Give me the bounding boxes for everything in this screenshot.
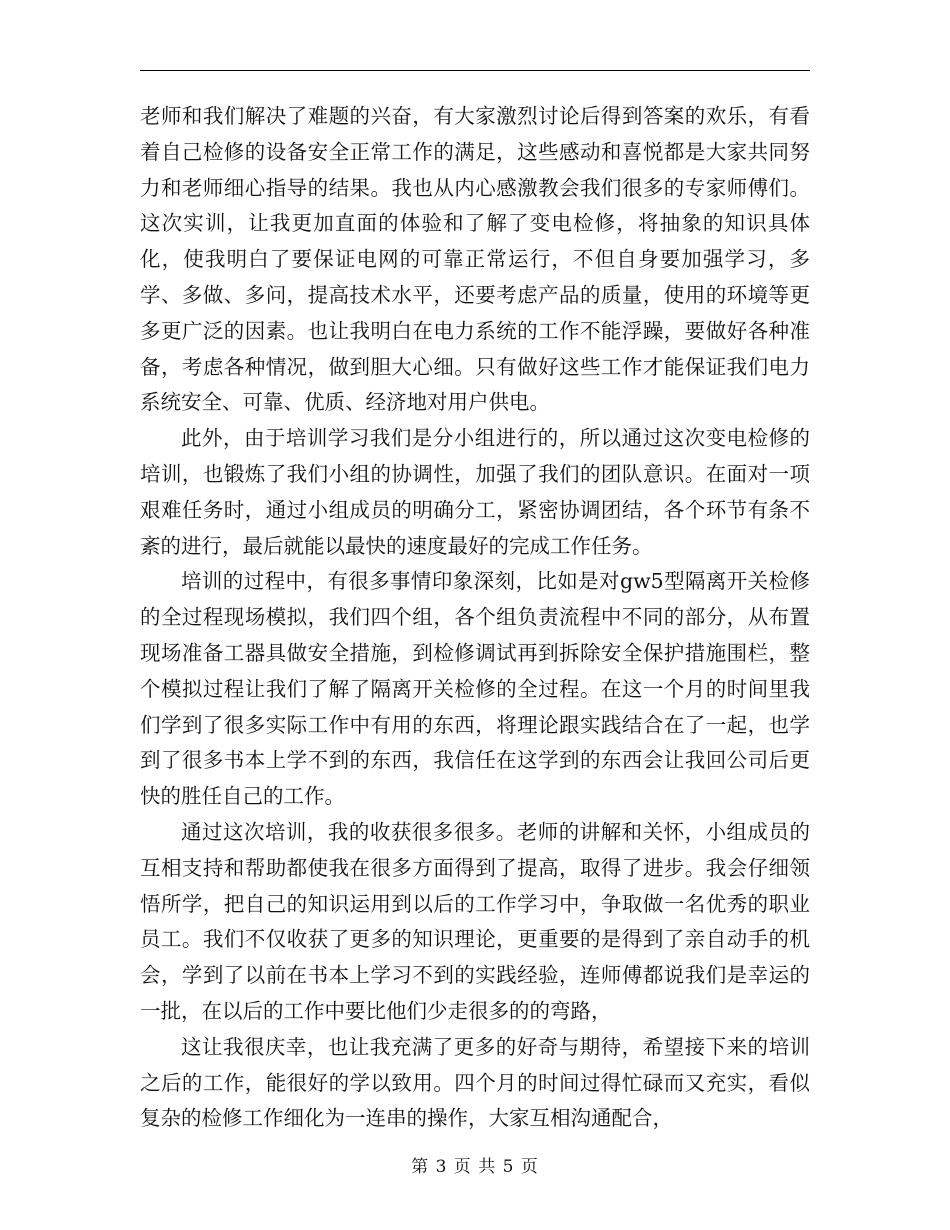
paragraph-2: 此外，由于培训学习我们是分小组进行的，所以通过这次变电检修的培训，也锻炼了我们小组的协调性，加强了我们的团队意识。在面对一项艰难任务时，通过小组成员的明确分工，紧密协调团结，各个环节有条不紊的进行，最后就能以最快的速度最好的完成工作任务。 (140, 426, 810, 558)
header-rule (140, 70, 810, 71)
paragraph-3: 培训的过程中，有很多事情印象深刻，比如是对gw5型隔离开关检修的全过程现场模拟，我们四个组，各个组负责流程中不同的部分，从布置现场准备工器具做安全措施，到检修调试再到拆除安全保护措施围栏，整个模拟过程让我们了解了隔离开关检修的全过程。在这一个月的时间里我们学到了很多实际工作中有用的东西，将理论跟实践结合在了一起，也学到了很多书本上学不到的东西，我信任在这学到的东西会让我回公司后更快的胜任自己的工作。 (140, 569, 810, 809)
paragraph-4: 通过这次培训，我的收获很多很多。老师的讲解和关怀，小组成员的互相支持和帮助都使我在很多方面得到了提高，取得了进步。我会仔细领悟所学，把自己的知识运用到以后的工作学习中，争取做一名优秀的职业员工。我们不仅收获了更多的知识理论，更重要的是得到了亲自动手的机会，学到了以前在书本上学习不到的实践经验，连师傅都说我们是幸运的一批，在以后的工作中要比他们少走很多的的弯路， (140, 819, 810, 1023)
paragraph-5: 这让我很庆幸，也让我充满了更多的好奇与期待，希望接下来的培训之后的工作，能很好的学以致用。四个月的时间过得忙碌而又充实，看似复杂的检修工作细化为一连串的操作，大家互相沟通配合， (140, 1034, 810, 1131)
page-footer: 第 3 页 共 5 页 (411, 1157, 539, 1177)
paragraph-1: 老师和我们解决了难题的兴奋，有大家激烈讨论后得到答案的欢乐，有看着自己检修的设备安全正常工作的满足，这些感动和喜悦都是大家共同努力和老师细心指导的结果。我也从内心感激教会我们很多的专家师傅们。这次实训，让我更加直面的体验和了解了变电检修，将抽象的知识具体化，使我明白了要保证电网的可靠正常运行，不但自身要加强学习，多学、多做、多问，提高技术水平，还要考虑产品的质量，使用的环境等更多更广泛的因素。也让我明白在电力系统的工作不能浮躁，要做好各种准备，考虑各种情况，做到胆大心细。只有做好这些工作才能保证我们电力系统安全、可靠、优质、经济地对用户供电。 (140, 104, 810, 415)
body-text (140, 99, 810, 1137)
